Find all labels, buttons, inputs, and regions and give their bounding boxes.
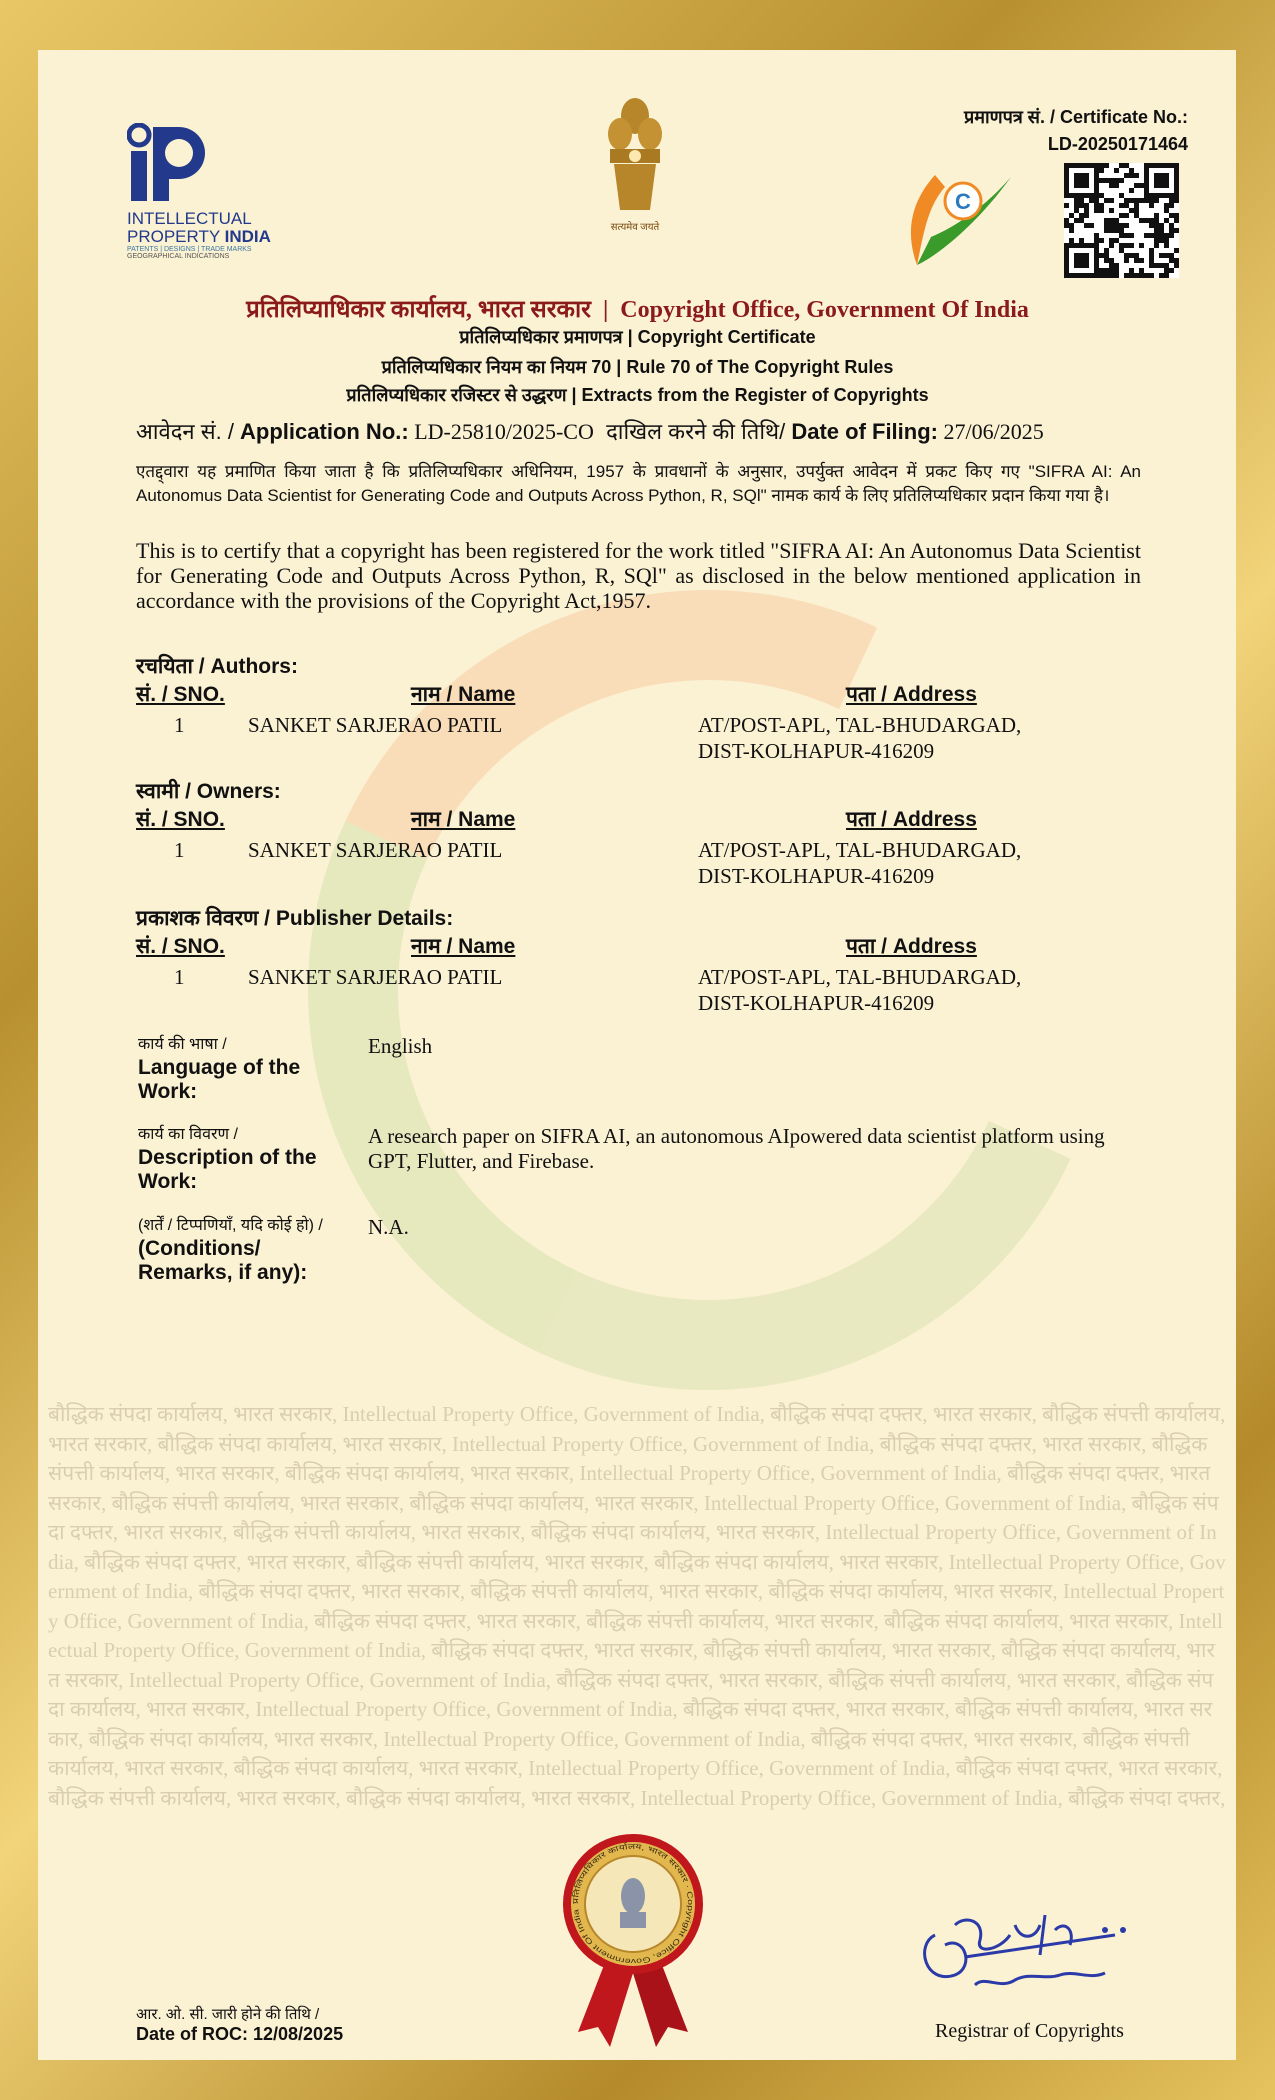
qr-code-icon[interactable] — [1064, 163, 1179, 278]
roc-date: 12/08/2025 — [253, 2024, 344, 2044]
column-header-address: पता / Address — [846, 683, 977, 706]
ip-logo-icon — [127, 123, 207, 203]
row-address-line2: DIST-KOLHAPUR-416209 — [698, 739, 935, 763]
row-address-line2: DIST-KOLHAPUR-416209 — [698, 991, 935, 1015]
lion-capital-icon — [600, 94, 670, 214]
certificate-type: प्रतिलिप्यधिकार प्रमाणपत्र | Copyright Certificate — [459, 327, 816, 347]
watermark-text: बौद्धिक संपदा कार्यालय, भारत सरकार, Intellectual Property Office, Government of India, बौद्धिक संपदा दफ्तर, भारत सरकार, बौद्धिक संपत्ती कार्यालय, भारत सरकार, बौद्धिक संपदा कार्यालय, भारत सरकार, Intellectual Property Office, Government of India, बौद्धिक संपदा दफ्तर, भारत सरकार, बौद्धिक संपत्ती कार्यालय, भारत सरकार, बौद्धिक संपदा कार्यालय, भारत सरकार, Intellectual Property Office, Government of India, बौद्धिक संपदा दफ्तर, भारत सरकार, बौद्धिक संपत्ती कार्यालय, भारत सरकार, बौद्धिक संपदा कार्यालय, भारत सरकार, Intellectual Property Office, Government of India, बौद्धिक संपदा दफ्तर, भारत सरकार, बौद्धिक संपत्ती कार्यालय, भारत सरकार, बौद्धिक संपदा कार्यालय, भारत सरकार, Intellectual Property Office, Government of India, बौद्धिक संपदा दफ्तर, भारत सरकार, बौद्धिक संपत्ती कार्यालय, भारत सरकार, बौद्धिक संपदा कार्यालय, भारत सरकार, Intellectual Property Office, Government of India, बौद्धिक संपदा दफ्तर, भारत सरकार, बौद्धिक संपत्ती कार्यालय, भारत सरकार, बौद्धिक संपदा कार्यालय, भारत सरकार, Intellectual Property Office, Government of India, बौद्धिक संपदा दफ्तर, भारत सरकार, बौद्धिक संपत्ती कार्यालय, भारत सरकार, बौद्धिक संपदा कार्यालय, भारत सरकार, Intellectual Property Office, Government of India, बौद्धिक संपदा दफ्तर, भारत सरकार, बौद्धिक संपत्ती कार्यालय, भारत सरकार, बौद्धिक संपदा कार्यालय, भारत सरकार, Intellectual Property Office, Government of India, बौद्धिक संपदा दफ्तर, भारत सरकार, बौद्धिक संपत्ती कार्यालय, भारत सरकार, बौद्धिक संपदा कार्यालय, भारत सरकार, Intellectual Property Office, Government of India, बौद्धिक संपदा दफ्तर, भारत सरकार, बौद्धिक संपत्ती कार्यालय, भारत सरकार, बौद्धिक संपदा कार्यालय, भारत सरकार, Intellectual Property Office, Government of India, बौद्धिक संपदा दफ्तर, भारत सरकार, बौद्धिक संपत्ती कार्यालय, भारत सरकार, बौद्धिक संपदा कार्यालय, भारत सरकार, Intellectual Property Office, Government of India, बौद्धिक संपदा दफ्तर, भारत सरकार, बौद्धिक संपत्ती कार्यालय, भारत सरकार, बौद्धिक संपदा कार्यालय, भारत सरकार, Intellectual Property Office, Government of India, बौद्धिक संपदा दफ्तर, — [48, 1402, 1226, 1810]
row-address-line2: DIST-KOLHAPUR-416209 — [698, 864, 935, 888]
column-header-sno: सं. / SNO. — [136, 808, 225, 831]
register-extract: प्रतिलिप्यधिकार रजिस्टर से उद्धरण | Extracts from the Register of Copyrights — [346, 385, 929, 405]
filing-label-hindi: दाखिल करने की तिथि/ — [593, 419, 792, 444]
detail-value: A research paper on SIFRA AI, an autonomous AIpowered data scientist platform using GPT, Flutter, and Firebase. — [368, 1124, 1105, 1173]
application-label-hindi: आवेदन सं. / — [136, 419, 241, 444]
ip-india-logo — [127, 123, 297, 260]
emblem-motto: सत्यमेव जयते — [610, 222, 660, 233]
application-number: LD-25810/2025-CO — [408, 419, 594, 444]
detail-label — [138, 1124, 328, 1194]
application-label: Application No.: — [240, 419, 409, 444]
ip-logo-line4: GEOGRAPHICAL INDICATIONS — [127, 253, 230, 260]
column-header-sno: सं. / SNO. — [136, 935, 225, 958]
row-name: SANKET SARJERAO PATIL — [248, 838, 503, 862]
ip-logo-india: INDIA — [224, 227, 271, 246]
filing-label: Date of Filing: — [791, 419, 938, 444]
column-header-address: पता / Address — [846, 808, 977, 831]
detail-label-english: Description of the Work: — [138, 1146, 317, 1193]
filing-date: 27/06/2025 — [937, 419, 1044, 444]
row-sno: 1 — [174, 713, 185, 737]
detail-label-hindi: कार्य की भाषा / — [138, 1036, 227, 1053]
national-emblem — [595, 94, 675, 233]
certification-text-hindi: एतद्द्वारा यह प्रमाणित किया जाता है कि प्रतिलिप्यधिकार अधिनियम, 1957 के प्रावधानों के अनुसार, उपर्युक्त आवेदन में प्रकट किए गए "SIFRA AI: An Autonomus Data Scientist for Generating Code and Outputs Across Python, R, SQl" नामक कार्य के लिए प्रतिलिप्यधिकार प्रदान किया गया है। — [136, 462, 1141, 505]
seal-text-path: प्रतिलिप्यधिकार कार्यालय, भारत सरकार · Copyright Office, Government Of India — [570, 1841, 696, 1967]
official-seal-icon — [558, 1832, 708, 2047]
rule-reference: प्रतिलिप्यधिकार नियम का नियम 70 | Rule 70 of The Copyright Rules — [381, 357, 894, 377]
column-header-name: नाम / Name — [411, 935, 516, 958]
column-header-address: पता / Address — [846, 935, 977, 958]
detail-label-english: Language of the Work: — [138, 1056, 301, 1103]
row-sno: 1 — [174, 838, 185, 862]
section-title: रचयिता / Authors: — [136, 655, 298, 678]
svg-text:C: C — [955, 189, 971, 214]
copyright-office-logo-icon — [895, 167, 1013, 269]
registrar-title: Registrar of Copyrights — [935, 2020, 1124, 2042]
roc-label-hindi: आर. ओ. सी. जारी होने की तिथि / — [136, 2006, 320, 2023]
certification-text-english: This is to certify that a copyright has been registered for the work titled "SIFRA AI: An Autonomus Data Scientist for Generating Code and Outputs Across Python, R, SQl" as disclosed in the below mentioned application in accordance with the provisions of the Copyright Act,1957. — [136, 538, 1141, 613]
ip-logo-property: PROPERTY — [127, 227, 225, 246]
roc-date-line — [136, 2024, 343, 2045]
ip-logo-line1: INTELLECTUAL — [127, 209, 252, 228]
detail-label-english: (Conditions/ Remarks, if any): — [138, 1237, 308, 1284]
column-header-name: नाम / Name — [411, 683, 516, 706]
certificate-number-block — [964, 104, 1188, 158]
registrar-signature — [905, 1895, 1155, 2000]
column-header-sno: सं. / SNO. — [136, 683, 225, 706]
application-line — [136, 416, 1044, 446]
row-address-line1: AT/POST-APL, TAL-BHUDARGAD, — [698, 965, 1022, 989]
column-header-name: नाम / Name — [411, 808, 516, 831]
office-title-english: Copyright Office, Government Of India — [620, 297, 1029, 323]
detail-value: N.A. — [368, 1215, 409, 1239]
roc-label: Date of ROC: — [136, 2024, 253, 2044]
detail-label — [138, 1034, 328, 1104]
section-title: स्वामी / Owners: — [136, 780, 281, 803]
detail-label-hindi: कार्य का विवरण / — [138, 1126, 238, 1143]
row-name: SANKET SARJERAO PATIL — [248, 965, 503, 989]
certificate-number: LD-20250171464 — [1047, 134, 1188, 154]
row-sno: 1 — [174, 965, 185, 989]
section-title: प्रकाशक विवरण / Publisher Details: — [136, 907, 454, 930]
row-address-line1: AT/POST-APL, TAL-BHUDARGAD, — [698, 838, 1022, 862]
ip-logo-line3: PATENTS | DESIGNS | TRADE MARKS — [127, 246, 252, 253]
detail-label-hindi: (शर्तें / टिप्पणियाँ, यदि कोई हो) / — [138, 1217, 323, 1234]
certificate-number-label: प्रमाणपत्र सं. / Certificate No.: — [963, 107, 1188, 127]
detail-value: English — [368, 1034, 433, 1058]
row-address-line1: AT/POST-APL, TAL-BHUDARGAD, — [698, 713, 1022, 737]
ip-logo-line2 — [127, 228, 297, 246]
row-name: SANKET SARJERAO PATIL — [248, 713, 503, 737]
detail-label — [138, 1215, 328, 1285]
office-title: प्रतिलिप्याधिकार कार्यालय, भारत सरकार | Copyright Office, Government Of India — [246, 297, 1029, 323]
office-title-hindi: प्रतिलिप्याधिकार कार्यालय, भारत सरकार — [246, 297, 591, 323]
